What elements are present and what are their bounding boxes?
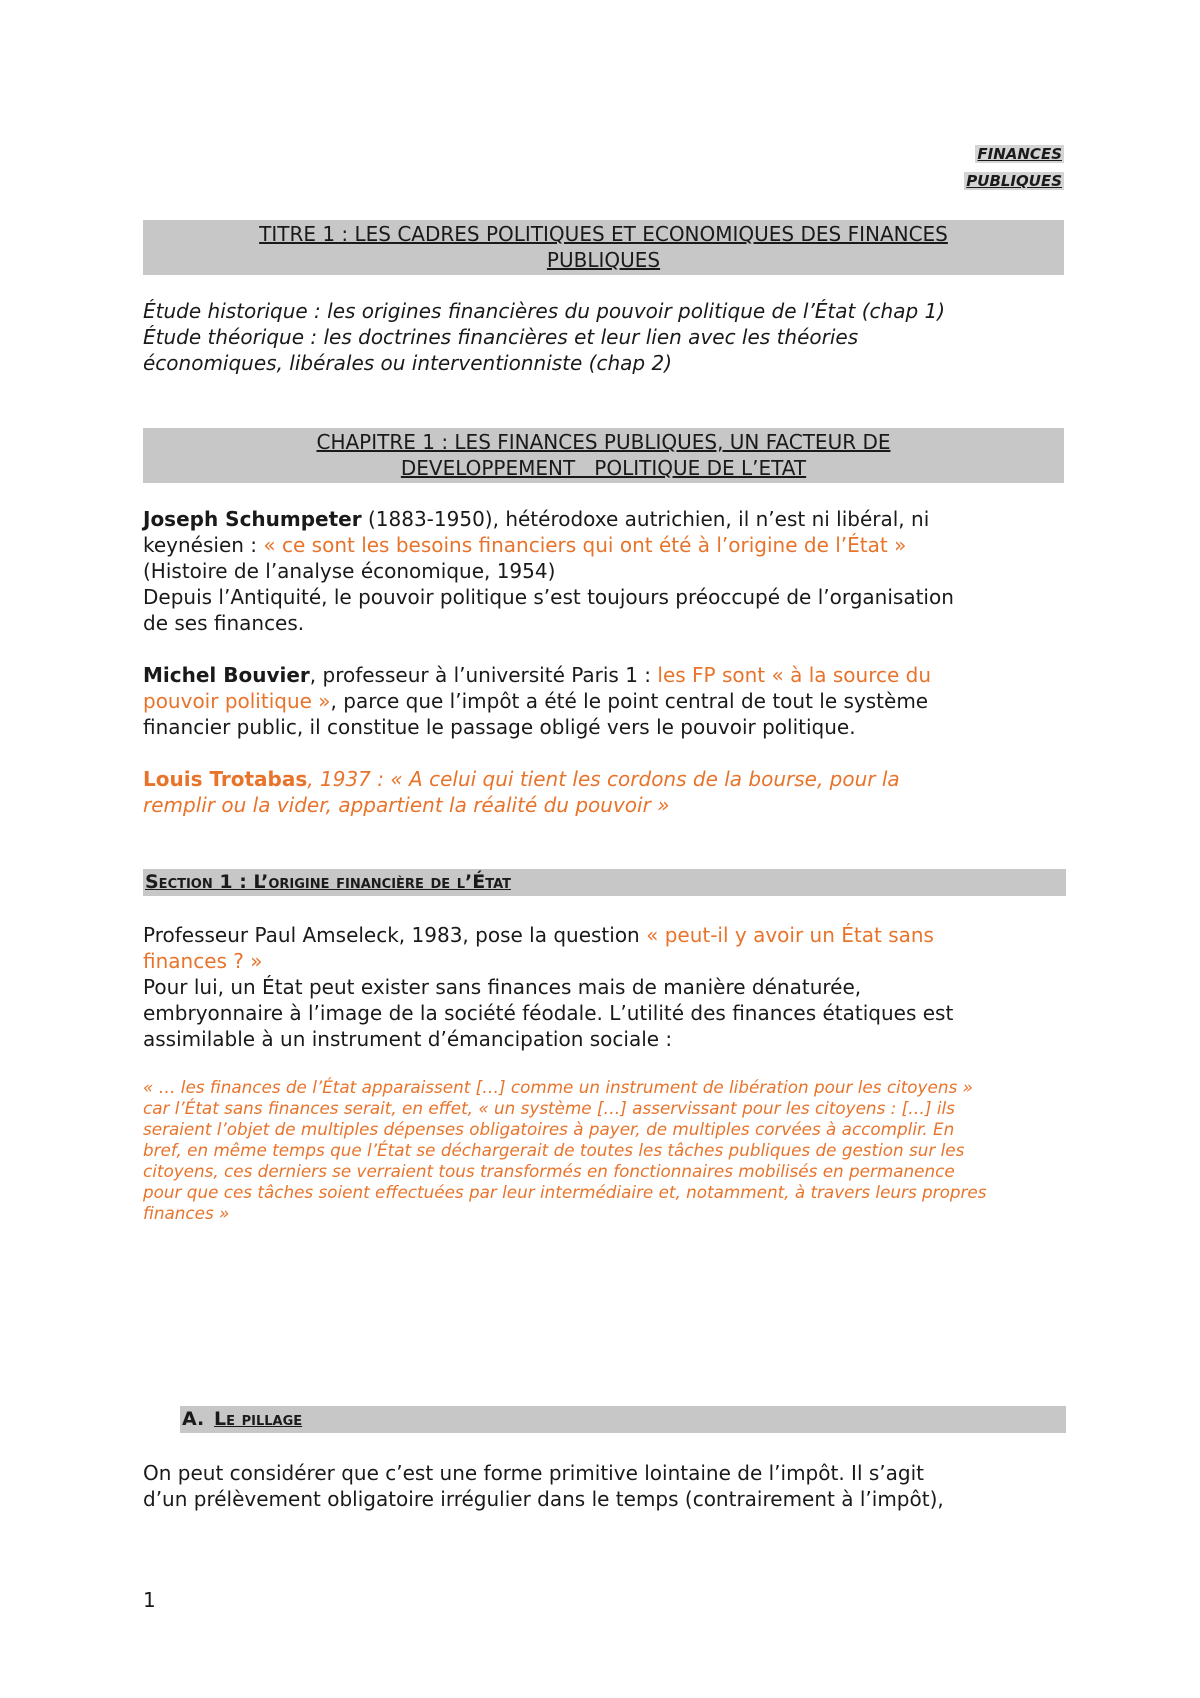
bouvier-line3: financier public, il constitue le passage obligé vers le pouvoir politique. (143, 715, 856, 739)
pillage-line1: On peut considérer que c’est une forme primitive lointaine de l’impôt. Il s’agit (143, 1461, 924, 1485)
amselek-l1-pre: Professeur Paul Amseleck, 1983, pose la question (143, 923, 647, 947)
schumpeter-paragraph (143, 506, 1064, 636)
sectionA-band (180, 1406, 1066, 1433)
pillage-paragraph (143, 1460, 1064, 1512)
pillage-line2: d’un prélèvement obligatoire irrégulier dans le temps (contrairement à l’impôt), (143, 1487, 944, 1511)
chapitre-line2: DEVELOPPEMENT POLITIQUE DE L’ETAT (400, 456, 807, 480)
sectionA-letter: A. (182, 1408, 205, 1430)
schumpeter-line5: de ses finances. (143, 611, 305, 635)
citation-line: seraient l’objet de multiples dépenses obligatoires à payer, de multiples corvées à accomplir. En (143, 1119, 955, 1139)
citation-line: citoyens, ces derniers se verraient tous transformés en fonctionnaires mobilisés en permanence (143, 1161, 955, 1181)
amselek-paragraph (143, 922, 1064, 1052)
amselek-quote2: finances ? » (143, 949, 263, 973)
trotabas-line1 (143, 766, 1064, 792)
amselek-line5: assimilable à un instrument d’émancipation sociale : (143, 1027, 673, 1051)
citation-line: finances » (143, 1203, 230, 1223)
schumpeter-name: Joseph Schumpeter (143, 507, 362, 531)
schumpeter-intro: (1883-1950), hétérodoxe autrichien, il n’est ni libéral, ni (361, 507, 930, 531)
citation-line: bref, en même temps que l’État se déchargerait de toutes les tâches publiques de gestion sur les (143, 1140, 965, 1160)
section1-band (143, 869, 1066, 896)
citation-line: pour que ces tâches soient effectuées par leur intermédiaire et, notamment, à travers leurs propres (143, 1182, 987, 1202)
trotabas-paragraph (143, 766, 1064, 818)
header-line2: PUBLIQUES (966, 172, 1062, 190)
schumpeter-quote: « ce sont les besoins financiers qui ont été à l’origine de l’État » (263, 533, 907, 557)
bouvier-quote-part2: pouvoir politique » (143, 689, 331, 713)
amselek-line3: Pour lui, un État peut exister sans finances mais de manière dénaturée, (143, 975, 862, 999)
bouvier-line2 (143, 688, 1064, 714)
chapitre-line1: CHAPITRE 1 : LES FINANCES PUBLIQUES, UN FACTEUR DE (316, 430, 891, 454)
amselek-quote1: « peut-il y avoir un État sans (646, 923, 934, 947)
intro-line2: Étude théorique : les doctrines financières et leur lien avec les théories (143, 325, 859, 349)
bouvier-quote-part1: les FP sont « à la source du (657, 663, 932, 687)
schumpeter-line2 (143, 532, 1064, 558)
header-publiques (928, 172, 1064, 190)
header-line1: FINANCES (977, 145, 1062, 163)
bouvier-paragraph (143, 662, 1064, 740)
amselek-line1 (143, 922, 1064, 948)
schumpeter-line1 (143, 506, 1064, 532)
page-number: 1 (143, 1588, 156, 1612)
header-finances (928, 145, 1064, 163)
bouvier-intro: , professeur à l’université Paris 1 : (309, 663, 658, 687)
titre-band (143, 220, 1064, 275)
citation-line: « … les finances de l’État apparaissent […] comme un instrument de libération pour les citoyens » (143, 1077, 973, 1097)
trotabas-name: Louis Trotabas (143, 767, 308, 791)
chapitre-band (143, 428, 1064, 483)
trotabas-quote1: , 1937 : « A celui qui tient les cordons de la bourse, pour la (307, 767, 900, 791)
amselek-line4: embryonnaire à l’image de la société féodale. L’utilité des finances étatiques est (143, 1001, 954, 1025)
intro-paragraph (143, 298, 1064, 376)
trotabas-line2: remplir ou la vider, appartient la réalité du pouvoir » (143, 793, 670, 817)
citation-line: car l’État sans finances serait, en effet, « un système […] asservissant pour les citoyens : […] ils (143, 1098, 955, 1118)
bouvier-l2-rest: , parce que l’impôt a été le point central de tout le système (330, 689, 929, 713)
titre-line2: PUBLIQUES (546, 248, 661, 272)
bouvier-name: Michel Bouvier (143, 663, 310, 687)
titre-line1: TITRE 1 : LES CADRES POLITIQUES ET ECONOMIQUES DES FINANCES (259, 222, 948, 246)
schumpeter-line4: Depuis l’Antiquité, le pouvoir politique s’est toujours préoccupé de l’organisation (143, 585, 954, 609)
schumpeter-line3: (Histoire de l’analyse économique, 1954) (143, 559, 556, 583)
sectionA-title: Le pillage (214, 1408, 303, 1430)
citation-block (143, 1077, 1064, 1224)
bouvier-line1 (143, 662, 1064, 688)
intro-line3: économiques, libérales ou interventionniste (chap 2) (143, 351, 672, 375)
section1-title: Section 1 : L’origine financière de l’État (145, 871, 511, 893)
schumpeter-l2-pre: keynésien : (143, 533, 264, 557)
intro-line1: Étude historique : les origines financières du pouvoir politique de l’État (chap 1) (143, 299, 946, 323)
